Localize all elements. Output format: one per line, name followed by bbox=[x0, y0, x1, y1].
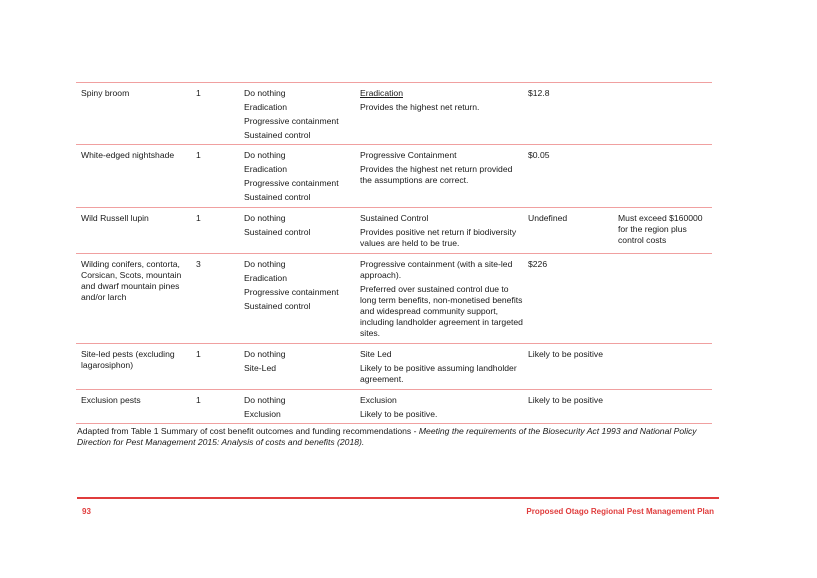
option-item: Site-Led bbox=[244, 363, 277, 373]
table-row bbox=[76, 82, 712, 144]
recommendation: Site Led bbox=[360, 349, 392, 359]
option-item: Sustained control bbox=[244, 227, 311, 237]
pest-name: Spiny broom bbox=[81, 88, 130, 98]
net-value: Likely to be positive bbox=[528, 395, 603, 405]
recommendation-cell bbox=[360, 259, 526, 339]
options-list bbox=[244, 395, 354, 423]
pest-count: 1 bbox=[196, 349, 201, 359]
page-number: 93 bbox=[82, 507, 91, 516]
options-list bbox=[244, 349, 354, 377]
caption-source: Meeting the requirements of the Biosecurity Act 1993 and National Policy Direction for Pest Management 2015: Analysis of costs and benefits (2018). bbox=[77, 426, 697, 447]
option-item: Do nothing bbox=[244, 349, 286, 359]
option-item: Progressive containment bbox=[244, 287, 339, 297]
footer-title: Proposed Otago Regional Pest Management Plan bbox=[526, 507, 714, 516]
recommendation-description: Provides the highest net return. bbox=[360, 102, 480, 112]
pest-count: 1 bbox=[196, 395, 201, 405]
recommendation: Progressive containment (with a site-led approach). bbox=[360, 259, 513, 280]
recommendation-description: Likely to be positive assuming landholder agreement. bbox=[360, 363, 517, 384]
option-item: Progressive containment bbox=[244, 178, 339, 188]
recommendation: Sustained Control bbox=[360, 213, 429, 223]
options-list bbox=[244, 213, 354, 241]
pest-count: 3 bbox=[196, 259, 201, 269]
pest-name: Wild Russell lupin bbox=[81, 213, 149, 223]
option-item: Do nothing bbox=[244, 213, 286, 223]
recommendation: Progressive Containment bbox=[360, 150, 457, 160]
option-item: Do nothing bbox=[244, 150, 286, 160]
table-row bbox=[76, 253, 712, 343]
option-item: Do nothing bbox=[244, 88, 286, 98]
pest-name: Wilding conifers, contorta, Corsican, Scots, mountain and dwarf mountain pines and/or larch bbox=[81, 259, 182, 302]
recommendation-cell bbox=[360, 213, 526, 249]
net-value: Likely to be positive bbox=[528, 349, 603, 359]
footer-divider bbox=[77, 497, 719, 499]
pest-count: 1 bbox=[196, 88, 201, 98]
recommendation-cell bbox=[360, 395, 526, 420]
recommendation: Eradication bbox=[360, 88, 403, 98]
recommendation-description: Preferred over sustained control due to long term benefits, non-monetised benefits and widespread community support, including landholder agreement in targeted sites. bbox=[360, 284, 523, 338]
pest-name: White-edged nightshade bbox=[81, 150, 175, 160]
options-list bbox=[244, 150, 354, 206]
option-item: Sustained control bbox=[244, 130, 311, 140]
recommendation-description: Provides the highest net return provided the assumptions are correct. bbox=[360, 164, 513, 185]
pest-count: 1 bbox=[196, 150, 201, 160]
table-row bbox=[76, 144, 712, 207]
option-item: Sustained control bbox=[244, 301, 311, 311]
row-note: Must exceed $160000 for the region plus control costs bbox=[618, 213, 703, 245]
net-value: $12.8 bbox=[528, 88, 550, 98]
net-value: $226 bbox=[528, 259, 548, 269]
recommendation-description: Provides positive net return if biodiversity values are held to be true. bbox=[360, 227, 517, 248]
option-item: Eradication bbox=[244, 102, 287, 112]
net-value: $0.05 bbox=[528, 150, 550, 160]
recommendation-description: Likely to be positive. bbox=[360, 409, 438, 419]
options-list bbox=[244, 259, 354, 315]
table-row bbox=[76, 343, 712, 389]
option-item: Sustained control bbox=[244, 192, 311, 202]
pest-name: Site-led pests (excluding lagarosiphon) bbox=[81, 349, 175, 370]
table-row bbox=[76, 207, 712, 253]
table-row bbox=[76, 389, 712, 424]
option-item: Progressive containment bbox=[244, 116, 339, 126]
recommendation: Exclusion bbox=[360, 395, 397, 405]
caption-lead: Adapted from Table 1 Summary of cost benefit outcomes and funding recommendations - bbox=[77, 426, 419, 436]
option-item: Exclusion bbox=[244, 409, 281, 419]
recommendation-cell bbox=[360, 349, 526, 385]
option-item: Do nothing bbox=[244, 395, 286, 405]
pest-count: 1 bbox=[196, 213, 201, 223]
pest-name: Exclusion pests bbox=[81, 395, 141, 405]
net-value: Undefined bbox=[528, 213, 568, 223]
option-item: Do nothing bbox=[244, 259, 286, 269]
option-item: Eradication bbox=[244, 273, 287, 283]
table-caption bbox=[77, 426, 727, 448]
options-list bbox=[244, 88, 354, 144]
option-item: Eradication bbox=[244, 164, 287, 174]
recommendation-cell bbox=[360, 150, 526, 186]
cost-benefit-table bbox=[76, 82, 712, 424]
recommendation-cell bbox=[360, 88, 526, 113]
